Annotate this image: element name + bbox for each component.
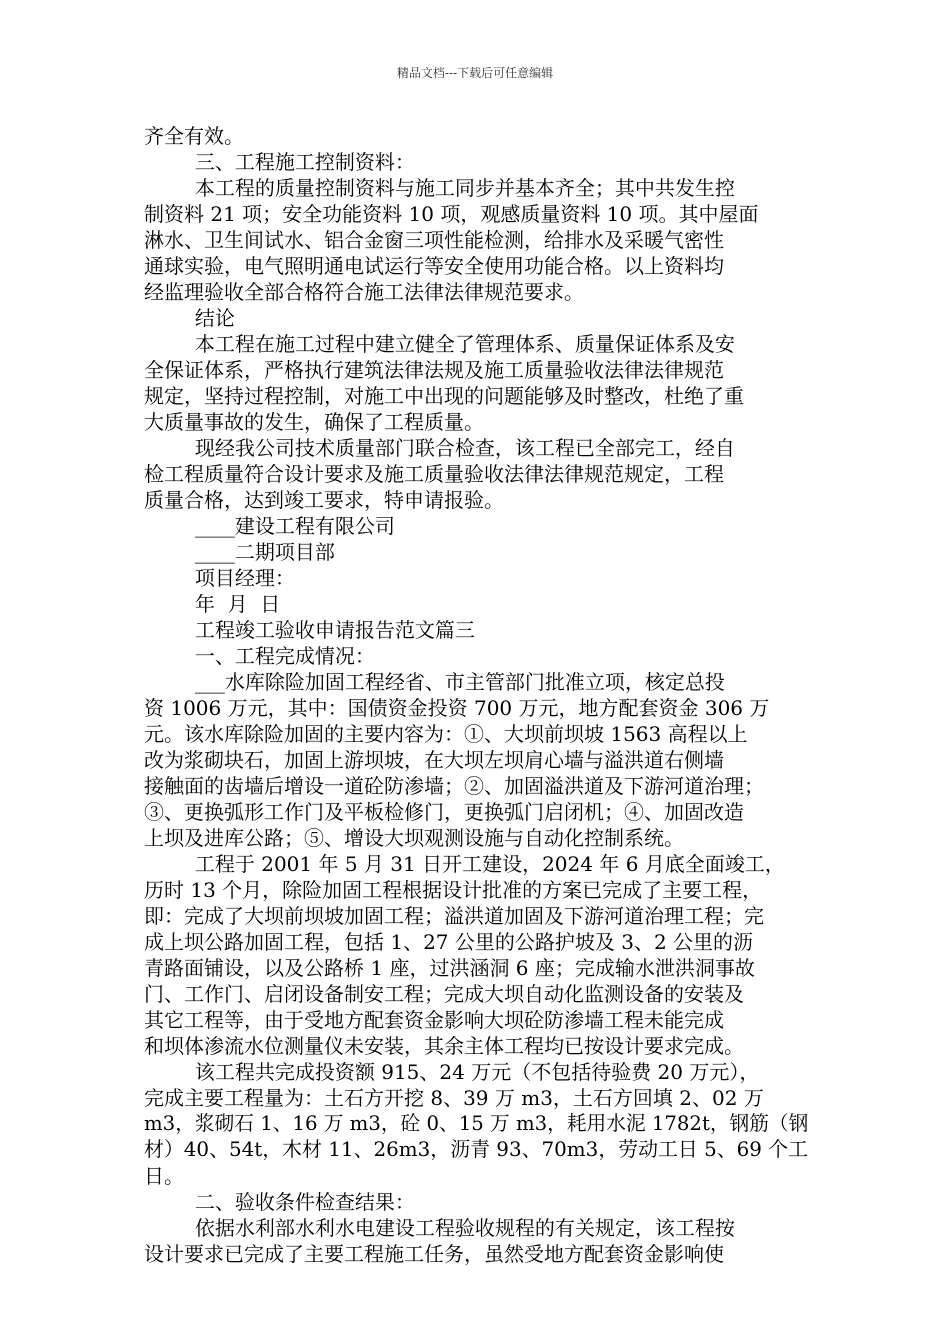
- paragraph: [144, 305, 810, 331]
- text-line: 该工程共完成投资额 915、24 万元（不包括待验费 20 万元），: [144, 1060, 760, 1084]
- paragraph: [144, 565, 810, 591]
- text-line: ____建设工程有限公司: [144, 514, 395, 538]
- text-line: 日。: [144, 1164, 184, 1188]
- text-line: 资 1006 万元，其中：国债资金投资 700 万元，地方配套资金 306 万: [144, 696, 770, 720]
- text-line: 依据水利部水利水电建设工程验收规程的有关规定，该工程按: [144, 1216, 735, 1240]
- text-line: 青路面铺设，以及公路桥 1 座，过洪涵洞 6 座；完成输水泄洪洞事故: [144, 956, 755, 980]
- paragraph: [144, 617, 810, 643]
- text-line: 一、工程完成情况：: [144, 644, 375, 668]
- text-line: 项目经理：: [144, 566, 295, 590]
- paragraph: [144, 591, 810, 617]
- text-line: 即：完成了大坝前坝坡加固工程；溢洪道加固及下游河道治理工程；完: [144, 904, 764, 928]
- text-line: 结论: [144, 306, 235, 330]
- paragraph: [144, 539, 810, 565]
- paragraph: [144, 851, 810, 1059]
- text-line: 上坝及进库公路；⑤、增设大坝观测设施与自动化控制系统。: [144, 826, 684, 850]
- paragraph: [144, 175, 810, 305]
- text-line: 检工程质量符合设计要求及施工质量验收法律法律规范规定，工程: [144, 462, 724, 486]
- text-line: 现经我公司技术质量部门联合检查，该工程已全部完工，经自: [144, 436, 735, 460]
- text-line: 门、工作门、启闭设备制安工程；完成大坝自动化监测设备的安装及: [144, 982, 744, 1006]
- paragraph: [144, 1189, 810, 1215]
- text-line: 质量合格，达到竣工要求，特申请报验。: [144, 488, 504, 512]
- paragraph: [144, 149, 810, 175]
- paragraph: [144, 123, 810, 149]
- paragraph: [144, 1215, 810, 1267]
- text-line: 二、验收条件检查结果：: [144, 1190, 415, 1214]
- text-line: 淋水、卫生间试水、铝合金窗三项性能检测，给排水及采暖气密性: [144, 228, 724, 252]
- text-line: 成上坝公路加固工程，包括 1、27 公里的公路护坡及 3、2 公里的沥: [144, 930, 754, 954]
- text-line: 历时 13 个月，除险加固工程根据设计批准的方案已完成了主要工程，: [144, 878, 763, 902]
- text-line: 完成主要工程量为：土石方开挖 8、39 万 m3，土石方回填 2、02 万: [144, 1086, 764, 1110]
- document-body: [144, 123, 810, 1267]
- text-line: 和坝体渗流水位测量仪未安装，其余主体工程均已按设计要求完成。: [144, 1034, 744, 1058]
- text-line: 工程于 2001 年 5 月 31 日开工建设，2024 年 6 月底全面竣工，: [144, 852, 785, 876]
- text-line: 工程竣工验收申请报告范文篇三: [144, 618, 475, 642]
- text-line: 设计要求已完成了主要工程施工任务，虽然受地方配套资金影响使: [144, 1242, 724, 1266]
- paragraph: [144, 331, 810, 435]
- text-line: ___水库除险加固工程经省、市主管部门批准立项，核定总投: [144, 670, 725, 694]
- text-line: 大质量事故的发生，确保了工程质量。: [144, 410, 484, 434]
- text-line: 年 月 日: [144, 592, 281, 616]
- paragraph: [144, 1059, 810, 1189]
- text-line: 齐全有效。: [144, 124, 244, 148]
- text-line: 通球实验，电气照明通电试运行等安全使用功能合格。以上资料均: [144, 254, 724, 278]
- text-line: 经监理验收全部合格符合施工法律法律规范要求。: [144, 280, 584, 304]
- paragraph: [144, 643, 810, 669]
- text-line: 本工程在施工过程中建立健全了管理体系、质量保证体系及安: [144, 332, 735, 356]
- paragraph: [144, 435, 810, 513]
- text-line: 本工程的质量控制资料与施工同步并基本齐全；其中共发生控: [144, 176, 735, 200]
- text-line: 其它工程等，由于受地方配套资金影响大坝砼防渗墙工程未能完成: [144, 1008, 724, 1032]
- text-line: ③、更换弧形工作门及平板检修门，更换弧门启闭机；④、加固改造: [144, 800, 744, 824]
- text-line: 接触面的齿墙后增设一道砼防渗墙；②、加固溢洪道及下游河道治理；: [144, 774, 764, 798]
- paragraph: [144, 669, 810, 851]
- text-line: 材）40、54t，木材 11、26m3，沥青 93、70m3，劳动工日 5、69 个工: [144, 1138, 809, 1161]
- page-header: 精品文档---下载后可任意编辑: [396, 66, 554, 80]
- text-line: 三、工程施工控制资料：: [144, 150, 415, 174]
- text-line: 全保证体系，严格执行建筑法律法规及施工质量验收法律法律规范: [144, 358, 724, 382]
- text-line: m3，浆砌石 1、16 万 m3，砼 0、15 万 m3，耗用水泥 1782t，钢筋（钢: [144, 1112, 809, 1135]
- text-line: 规定，坚持过程控制，对施工中出现的问题能够及时整改，杜绝了重: [144, 384, 744, 408]
- text-line: ____二期项目部: [144, 540, 335, 564]
- text-line: 制资料 21 项；安全功能资料 10 项，观感质量资料 10 项。其中屋面: [144, 202, 759, 226]
- text-line: 改为浆砌块石，加固上游坝坡，在大坝左坝肩心墙与溢洪道右侧墙: [144, 748, 724, 772]
- paragraph: [144, 513, 810, 539]
- text-line: 元。该水库除险加固的主要内容为：①、大坝前坝坡 1563 高程以上: [144, 722, 748, 746]
